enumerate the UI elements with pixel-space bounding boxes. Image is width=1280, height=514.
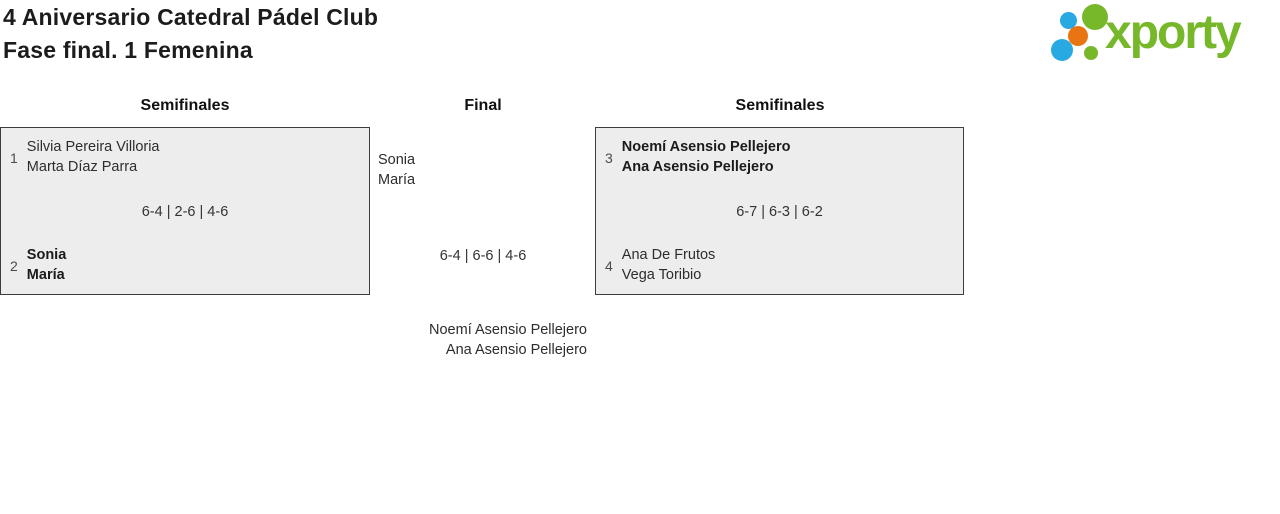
player-name: Ana Asensio Pellejero [445,341,587,358]
player-name: Ana Asensio Pellejero [621,158,774,175]
match-score: 6-7 | 6-3 | 6-2 [736,204,823,220]
team-row [10,246,361,285]
team-row [605,138,955,177]
match-card-semifinal-1[interactable] [0,127,370,295]
seed-number: 1 [10,149,18,166]
final-match-score: 6-4 | 6-6 | 4-6 [439,248,527,264]
player-name: Vega Toribio [621,266,702,283]
tournament-title: 4 Aniversario Catedral Pádel Club [3,4,379,30]
round-header-semifinals-left: Semifinales [140,97,230,114]
seed-number: 2 [10,257,18,274]
team-players [27,138,160,177]
player-name: Noemí Asensio Pellejero [621,139,791,155]
player-name: María [378,171,416,188]
player-name: Sonia [378,152,416,168]
finalist-team-bottom [300,321,587,360]
team-players-winner [27,246,66,285]
player-name: Noemí Asensio Pellejero [429,322,587,338]
logo-dot-blue-large [1051,39,1073,61]
match-card-semifinal-2[interactable] [595,127,964,295]
phase-subtitle: Fase final. 1 Femenina [3,37,253,63]
player-name: Silvia Pereira Villoria [26,139,160,155]
logo-dot-green-small [1084,46,1098,60]
player-name: María [26,266,65,283]
finalist-team-top [378,151,415,190]
seed-number: 4 [605,257,613,274]
team-players-winner [622,138,791,177]
player-name: Marta Díaz Parra [26,158,138,175]
player-name: Sonia [26,247,67,263]
seed-number: 3 [605,149,613,166]
match-score: 6-4 | 2-6 | 4-6 [141,204,229,220]
xporty-logo[interactable] [1048,0,1278,70]
logo-wordmark: xporty [1105,6,1240,59]
page-header [3,1,378,67]
round-header-final: Final [464,97,502,114]
team-players [622,246,716,285]
round-header-semifinals-right: Semifinales [735,97,825,114]
player-name: Ana De Frutos [621,247,716,263]
team-row [10,138,361,177]
team-row [605,246,955,285]
